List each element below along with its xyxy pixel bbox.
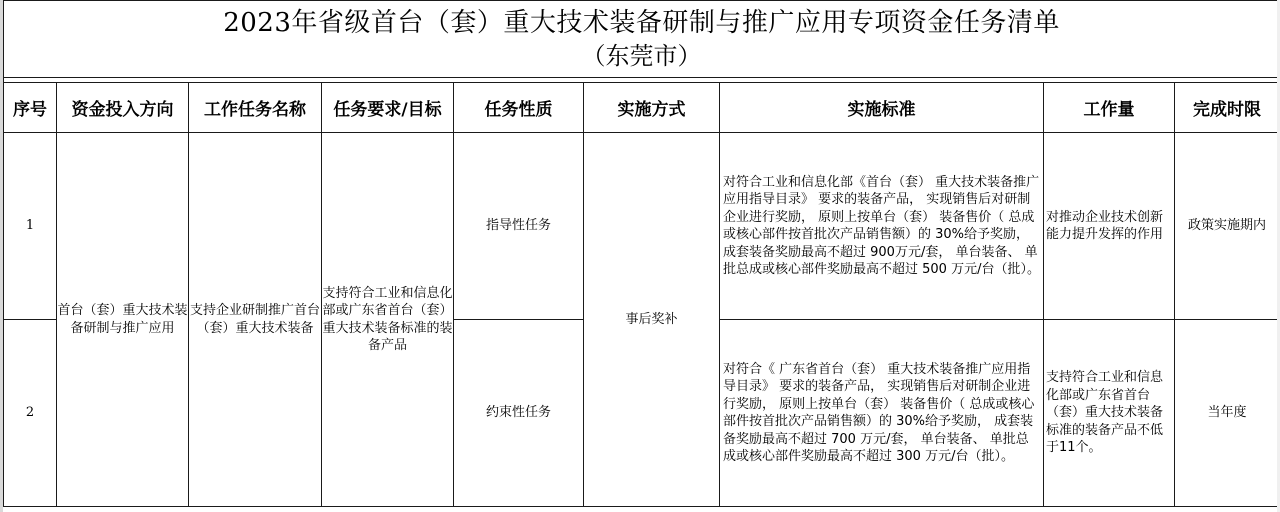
task-name-text: 支持企业研制推广首台（套）重大技术装备 — [189, 303, 320, 336]
title-region: （东莞市） — [581, 42, 702, 70]
direction-text: 首台（套）重大技术装备研制与推广应用 — [57, 303, 188, 336]
header-method[interactable]: 实施方式 — [584, 83, 720, 133]
cell-deadline[interactable]: 政策实施期内 — [1175, 133, 1280, 320]
cell-deadline[interactable]: 当年度 — [1175, 320, 1280, 507]
header-seq[interactable]: 序号 — [4, 83, 57, 133]
header-standard[interactable]: 实施标准 — [720, 83, 1044, 133]
cell-standard[interactable]: 对符合工业和信息化部《首台（套） 重大技术装备推广应用指导目录》 要求的装备产品， 实现销售后对研制企业进行奖励， 原则上按单台（套） 装备售价（ 总成或核心部件按首批次产品销售额）的 30%给予奖励， 成套装备奖励最高不超过 900万元/套， 单台装备、 单批总成或核心部件奖励最高不超过 500 万元/台（批）。 — [720, 133, 1044, 320]
cell-method[interactable] — [584, 133, 720, 507]
header-task-name[interactable]: 工作任务名称 — [189, 83, 322, 133]
header-deadline[interactable]: 完成时限 — [1175, 83, 1280, 133]
cell-direction[interactable] — [57, 133, 189, 507]
cell-nature[interactable]: 约束性任务 — [454, 320, 584, 507]
method-text: 事后奖补 — [625, 311, 678, 327]
header-direction[interactable]: 资金投入方向 — [57, 83, 189, 133]
header-workload[interactable]: 工作量 — [1044, 83, 1175, 133]
table-row — [4, 133, 1280, 320]
cell-requirement[interactable] — [322, 133, 454, 507]
header-nature[interactable]: 任务性质 — [454, 83, 584, 133]
cell-seq[interactable]: 2 — [4, 320, 57, 507]
title-main: 2023年省级首台（套）重大技术装备研制与推广应用专项资金任务清单 — [223, 8, 1060, 38]
cell-seq[interactable]: 1 — [4, 133, 57, 320]
cell-nature[interactable]: 指导性任务 — [454, 133, 584, 320]
cell-workload[interactable]: 支持符合工业和信息化部或广东省首台（套）重大技术装备标准的装备产品不低于11个。 — [1044, 320, 1175, 507]
cell-standard[interactable]: 对符合《 广东省首台（套） 重大技术装备推广应用指导目录》 要求的装备产品， 实现销售后对研制企业进行奖励， 原则上按单台（套） 装备售价（ 总成或核心部件按首批次产品销售额）的 30%给予奖励， 成套装备奖励最高不超过 700 万元/套， 单台装备、 单批总成或核心部件奖励最高不超过 300 万元/台（批）。 — [720, 320, 1044, 507]
header-requirement[interactable]: 任务要求/目标 — [322, 83, 454, 133]
requirement-text: 支持符合工业和信息化部或广东省首台（套）重大技术装备标准的装备产品 — [322, 285, 453, 353]
cell-workload[interactable]: 对推动企业技术创新能力提升发挥的作用 — [1044, 133, 1175, 320]
table-title[interactable] — [4, 1, 1280, 78]
task-list-table — [3, 0, 1280, 507]
cell-task-name[interactable] — [189, 133, 322, 507]
header-row — [4, 83, 1280, 133]
